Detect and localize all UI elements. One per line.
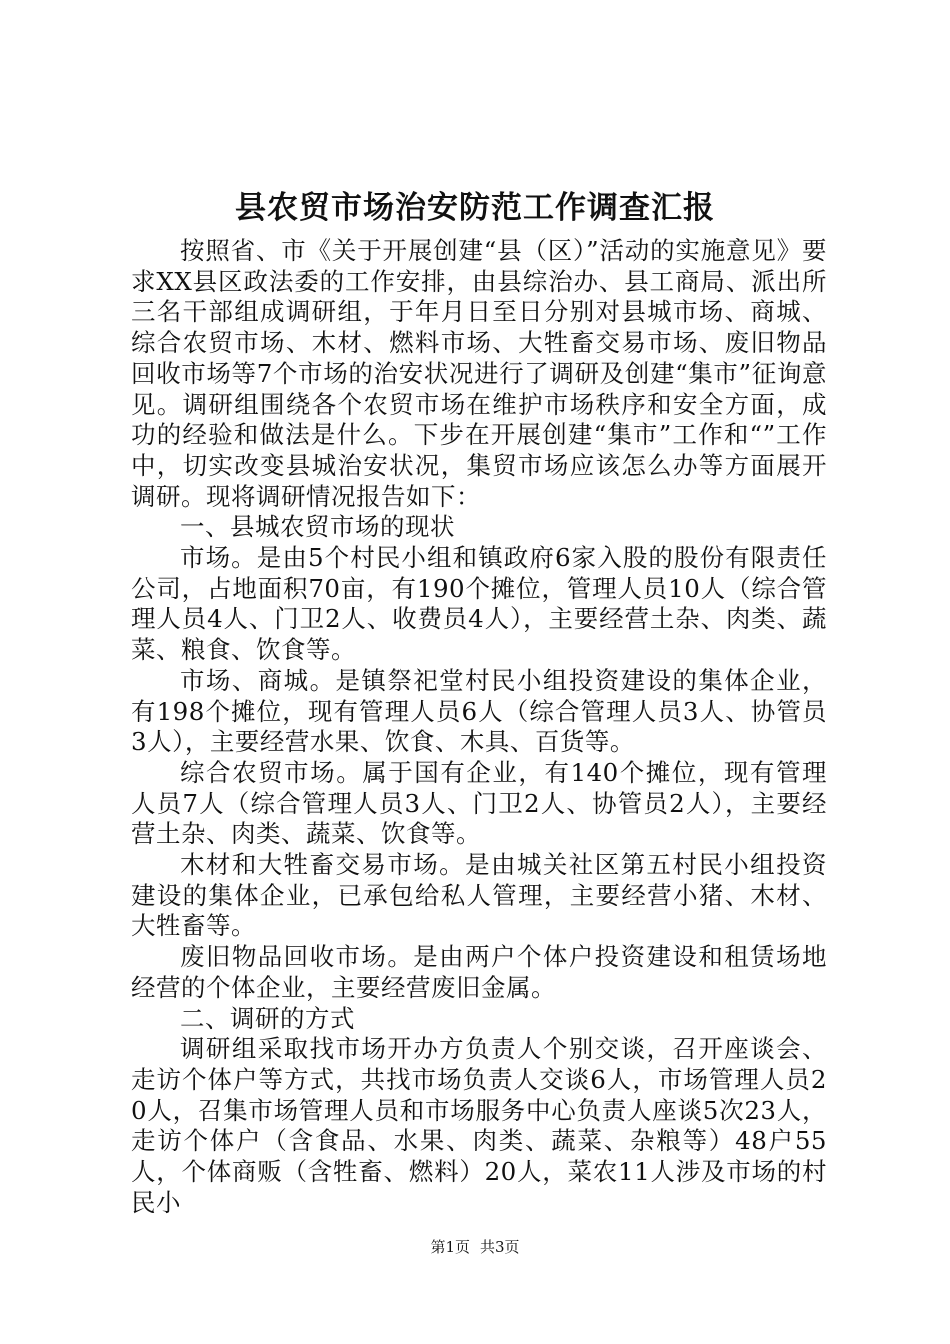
section-heading-method: 二、调研的方式 bbox=[180, 1003, 355, 1033]
section-heading-status: 一、县城农贸市场的现状 bbox=[180, 512, 455, 542]
paragraph-intro: 按照省、市《关于开展创建“县（区）”活动的实施意见》要求XX县区政法委的工作安排，由县综治办、县工商局、派出所三名干部组成调研组，于年月日至日分别对县城市场、商城、综合农贸市场、木材、燃料市场、大牲畜交易市场、废旧物品回收市场等7个市场的治安状况进行了调研及创建“集市”征询意见。调研组围绕各个农贸市场在维护市场秩序和安全方面，成功的经验和做法是什么。下步在开展创建“集市”工作和“”工作中，切实改变县城治安状况，集贸市场应该怎么办等方面展开调研。现将调研情况报告如下： bbox=[131, 236, 827, 511]
document-body bbox=[131, 236, 827, 1219]
paragraph-method: 调研组采取找市场开办方负责人个别交谈，召开座谈会、走访个体户等方式，共找市场负责人交谈6人，市场管理人员20人，召集市场管理人员和市场服务中心负责人座谈5次23人，走访个体户（含食品、水果、肉类、蔬菜、杂粮等）48户55人，个体商贩（含牲畜、燃料）20人，菜农11人涉及市场的村民小 bbox=[131, 1034, 827, 1217]
paragraph-market-5: 废旧物品回收市场。是由两户个体户投资建设和租赁场地经营的个体企业，主要经营废旧金属。 bbox=[131, 942, 827, 1002]
paragraph-market-1: 市场。是由5个村民小组和镇政府6家入股的股份有限责任公司，占地面积70亩，有190个摊位，管理人员10人（综合管理人员4人、门卫2人、收费员4人），主要经营土杂、肉类、蔬菜、粮食、饮食等。 bbox=[131, 543, 827, 665]
paragraph-market-4: 木材和大牲畜交易市场。是由城关社区第五村民小组投资建设的集体企业，已承包给私人管理，主要经营小猪、木材、大牲畜等。 bbox=[131, 850, 827, 941]
paragraph-market-3: 综合农贸市场。属于国有企业，有140个摊位，现有管理人员7人（综合管理人员3人、门卫2人、协管员2人），主要经营土杂、肉类、蔬菜、饮食等。 bbox=[131, 757, 827, 849]
page-number: 第1页 bbox=[430, 1238, 470, 1256]
paragraph-market-2: 市场、商城。是镇祭祀堂村民小组投资建设的集体企业，有198个摊位，现有管理人员6人（综合管理人员3人、协管员3人），主要经营水果、饮食、木具、百货等。 bbox=[131, 665, 827, 757]
page-total: 共3页 bbox=[480, 1238, 520, 1256]
document-title: 县农贸市场治安防范工作调查汇报 bbox=[235, 190, 715, 226]
page-footer bbox=[0, 1237, 950, 1257]
